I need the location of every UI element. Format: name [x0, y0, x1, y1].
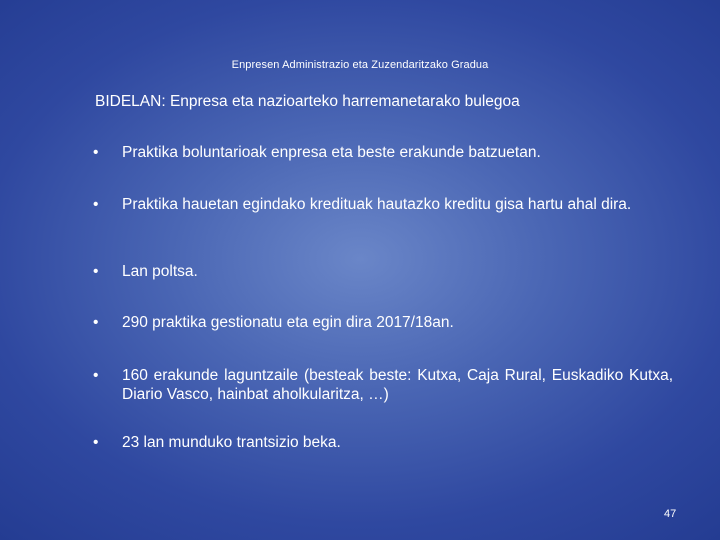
bullet-item [93, 195, 673, 214]
bullet-item [93, 433, 673, 452]
bullet-marker: • [93, 314, 99, 331]
bullet-item [93, 262, 673, 281]
bullet-item [93, 313, 673, 332]
bullet-marker: • [93, 196, 99, 213]
bullet-text: 23 lan munduko trantsizio beka. [122, 434, 341, 451]
bullet-text: Praktika hauetan egindako kredituak hautazko kreditu gisa hartu ahal dira. [122, 196, 632, 213]
bullet-item [93, 143, 673, 162]
bullet-text: Praktika boluntarioak enpresa eta beste erakunde batzuetan. [122, 144, 541, 161]
bullet-text: 290 praktika gestionatu eta egin dira 2017/18an. [122, 314, 454, 331]
bullet-marker: • [93, 263, 99, 280]
slide-header: Enpresen Administrazio eta Zuzendaritzako Gradua [231, 59, 489, 71]
bullet-marker: • [93, 144, 99, 161]
bullet-marker: • [93, 434, 99, 451]
bullet-marker: • [93, 367, 99, 384]
bullet-item [93, 366, 673, 404]
page-number: 47 [664, 508, 677, 520]
slide-subtitle: BIDELAN: Enpresa eta nazioarteko harremanetarako bulegoa [95, 93, 520, 110]
bullet-text: Lan poltsa. [122, 263, 198, 280]
bullet-text: 160 erakunde laguntzaile (besteak beste: Kutxa, Caja Rural, Euskadiko Kutxa, Diario Vasco, hainbat aholkularitza, …) [122, 367, 673, 403]
